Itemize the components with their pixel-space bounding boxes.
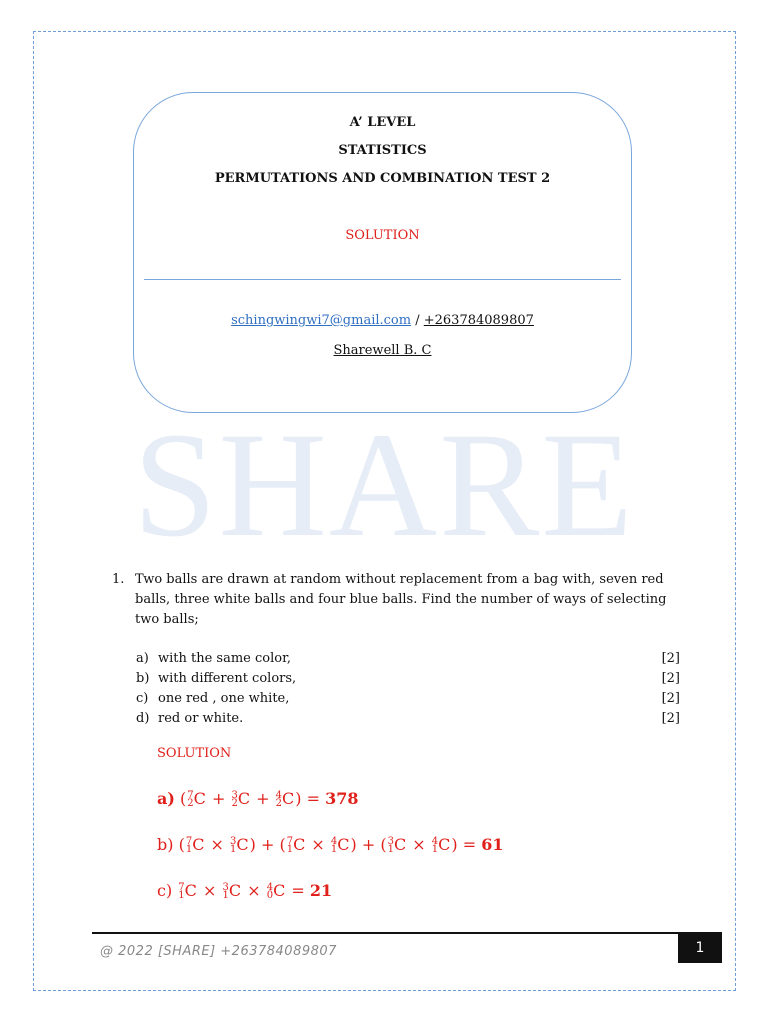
subject-heading: STATISTICS bbox=[338, 143, 427, 158]
part-mark: [2] bbox=[661, 691, 680, 706]
combination: $^7$ 1 C bbox=[286, 835, 306, 855]
combination: $^4$ 1 C bbox=[330, 835, 350, 855]
email-link[interactable]: schingwingwi7@gmail.com bbox=[231, 313, 412, 328]
footer-text: @ 2022 [SHARE] +263784089807 bbox=[100, 944, 337, 959]
part-text: one red , one white, bbox=[158, 691, 290, 706]
part-text: red or white. bbox=[158, 711, 244, 726]
author-name: Sharewell B. C bbox=[333, 343, 432, 358]
part-letter: b) bbox=[136, 671, 150, 686]
solution-b: b) ($^7$ 1 C × $^3$ 1 C) + ($^7$ 1 C × $^4$ 1 C) + ($^3$ 1 C × $^4$ 1 C) = 61 bbox=[157, 835, 504, 855]
part-text: with different colors, bbox=[158, 671, 297, 686]
page-number: 1 bbox=[678, 933, 722, 963]
solution-c-result: 21 bbox=[309, 881, 333, 900]
solution-b-result: 61 bbox=[481, 835, 504, 854]
solution-c-label: c) bbox=[157, 881, 173, 900]
question-text: Two balls are drawn at random without replacement from a bag with, seven red balls, three white balls and four blue balls. Find the number of ways of selecting two balls; bbox=[135, 572, 667, 627]
solution-a-result: 378 bbox=[325, 789, 359, 808]
part-row bbox=[136, 649, 680, 669]
header-box bbox=[133, 92, 632, 413]
combination: $^7$ 1 C bbox=[178, 881, 197, 901]
combination: $^3$ 1 C bbox=[230, 835, 249, 855]
solution-c: c) $^7$ 1 C × $^3$ 1 C × $^4$ 0 C = 21 bbox=[157, 881, 333, 901]
level-heading: A’ LEVEL bbox=[349, 115, 416, 130]
combination: $^7$ 1 C bbox=[185, 835, 205, 855]
question-1 bbox=[112, 570, 682, 630]
header-divider bbox=[144, 279, 621, 280]
combination: $^4$ 1 C bbox=[431, 835, 451, 855]
combination: $^3$ 1 C bbox=[222, 881, 242, 901]
solution-b-label: b) bbox=[157, 835, 174, 854]
solution-a-label: a) bbox=[157, 789, 175, 808]
part-row bbox=[136, 709, 680, 729]
part-letter: a) bbox=[136, 651, 149, 666]
solution-label: SOLUTION bbox=[157, 746, 232, 761]
footer-divider bbox=[92, 932, 722, 934]
solution-heading: SOLUTION bbox=[345, 228, 420, 243]
solution-a: a) ($^7$ 2 C + $^3$ 2 C + $^4$ 2 C) = 378 bbox=[157, 789, 359, 809]
contact-separator: / bbox=[411, 313, 424, 328]
contact-line bbox=[134, 313, 631, 328]
combination: $^4$ 0 C bbox=[266, 881, 286, 901]
question-number: 1. bbox=[112, 572, 125, 587]
part-mark: [2] bbox=[661, 711, 680, 726]
part-mark: [2] bbox=[661, 671, 680, 686]
test-title: PERMUTATIONS AND COMBINATION TEST 2 bbox=[214, 171, 551, 186]
combination: $^7$ 2 C bbox=[187, 789, 206, 809]
phone-link[interactable]: +263784089807 bbox=[423, 313, 534, 328]
part-text: with the same color, bbox=[158, 651, 292, 666]
part-row bbox=[136, 689, 680, 709]
part-letter: c) bbox=[136, 691, 149, 706]
part-letter: d) bbox=[136, 711, 150, 726]
part-row bbox=[136, 669, 680, 689]
watermark: SHARE bbox=[133, 402, 635, 568]
combination: $^4$ 2 C bbox=[275, 789, 295, 809]
combination: $^3$ 1 C bbox=[387, 835, 407, 855]
part-mark: [2] bbox=[661, 651, 680, 666]
combination: $^3$ 2 C bbox=[231, 789, 251, 809]
question-parts bbox=[136, 649, 680, 729]
